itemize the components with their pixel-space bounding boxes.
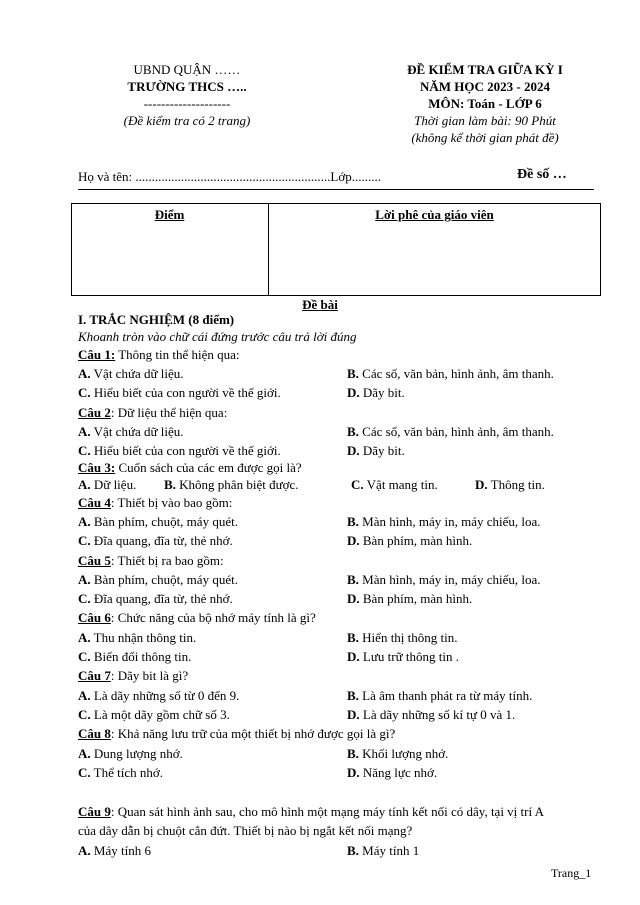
question-8: Câu 8: Khả năng lưu trữ của một thiết bị nhớ được gọi là gì? <box>78 726 396 741</box>
exam-code: Đề số … <box>517 167 567 182</box>
q7-option-b[interactable]: B. Là âm thanh phát ra từ máy tính. <box>347 688 533 703</box>
q9-option-b[interactable]: B. Máy tính 1 <box>347 843 420 858</box>
q8-option-a[interactable]: A. Dung lượng nhớ. <box>78 746 183 761</box>
q4-option-d[interactable]: D. Bàn phím, màn hình. <box>347 533 473 548</box>
question-label: Câu 3: <box>78 460 116 475</box>
q6-option-d[interactable]: D. Lưu trữ thông tin . <box>347 649 459 664</box>
exam-title: ĐỀ KIỂM TRA GIỮA KỲ I <box>407 62 563 77</box>
question-label: Câu 9 <box>78 804 111 819</box>
subject-grade: MÔN: Toán - LỚP 6 <box>428 96 542 111</box>
duration-note: (không kể thời gian phát đề) <box>411 130 559 145</box>
q5-option-b[interactable]: B. Màn hình, máy in, máy chiếu, loa. <box>347 572 541 587</box>
q8-option-d[interactable]: D. Năng lực nhớ. <box>347 765 438 780</box>
q1-option-d[interactable]: D. Dãy bit. <box>347 385 405 400</box>
q7-option-c[interactable]: C. Là một dãy gồm chữ số 3. <box>78 707 230 722</box>
q3-option-b[interactable]: B. Không phân biệt được. <box>164 477 299 492</box>
question-3: Câu 3: Cuốn sách của các em được gọi là? <box>78 460 302 475</box>
question-label: Câu 6 <box>78 610 111 625</box>
page-number: Trang_1 <box>551 866 592 880</box>
q5-option-d[interactable]: D. Bàn phím, màn hình. <box>347 591 473 606</box>
q9-option-a[interactable]: A. Máy tính 6 <box>78 843 151 858</box>
q4-option-a[interactable]: A. Bàn phím, chuột, máy quét. <box>78 514 238 529</box>
q6-option-a[interactable]: A. Thu nhận thông tin. <box>78 630 197 645</box>
q8-option-b[interactable]: B. Khối lượng nhớ. <box>347 746 449 761</box>
school-year: NĂM HỌC 2023 - 2024 <box>420 79 550 94</box>
part1-title: I. TRẮC NGHIỆM (8 điểm) <box>78 312 235 327</box>
q5-option-a[interactable]: A. Bàn phím, chuột, máy quét. <box>78 572 238 587</box>
question-2: Câu 2: Dữ liệu thể hiện qua: <box>78 405 228 420</box>
q1-option-a[interactable]: A. Vật chứa dữ liệu. <box>78 366 184 381</box>
question-6: Câu 6: Chức năng của bộ nhớ máy tính là gì? <box>78 610 316 625</box>
student-info-line[interactable]: Họ và tên: ............................................................Lớp......... <box>78 169 381 184</box>
q3-option-c[interactable]: C. Vật mang tin. <box>351 477 438 492</box>
header-divider: -------------------- <box>143 96 231 111</box>
district-name: UBND QUẬN …… <box>133 62 241 77</box>
q4-option-b[interactable]: B. Màn hình, máy in, máy chiếu, loa. <box>347 514 541 529</box>
q2-option-d[interactable]: D. Dãy bit. <box>347 443 405 458</box>
question-5: Câu 5: Thiết bị ra bao gồm: <box>78 553 224 568</box>
question-label: Câu 1: <box>78 347 116 362</box>
question-1: Câu 1: Thông tin thể hiện qua: <box>78 347 240 362</box>
teacher-comment-header: Lời phê của giáo viên <box>375 207 494 222</box>
q2-option-b[interactable]: B. Các số, văn bản, hình ảnh, âm thanh. <box>347 424 554 439</box>
header-right <box>360 61 610 146</box>
q3-option-d[interactable]: D. Thông tin. <box>475 477 545 492</box>
question-4: Câu 4: Thiết bị vào bao gồm: <box>78 495 233 510</box>
question-9: Câu 9: Quan sát hình ảnh sau, cho mô hình một mạng máy tính kết nối có dây, tại vị trí A <box>78 804 545 819</box>
school-name: TRƯỜNG THCS ….. <box>127 79 247 94</box>
page-count-note: (Đề kiểm tra có 2 trang) <box>123 113 251 128</box>
q2-option-a[interactable]: A. Vật chứa dữ liệu. <box>78 424 184 439</box>
question-9-continued: của dây dẫn bị chuột cắn đứt. Thiết bị nào bị ngắt kết nối mạng? <box>78 823 413 838</box>
question-label: Câu 2 <box>78 405 111 420</box>
q6-option-c[interactable]: C. Biến đổi thông tin. <box>78 649 192 664</box>
header-left <box>92 61 282 129</box>
q1-option-c[interactable]: C. Hiểu biết của con người về thế giới. <box>78 385 281 400</box>
section-title: Đề bài <box>302 297 338 312</box>
q1-option-b[interactable]: B. Các số, văn bản, hình ảnh, âm thanh. <box>347 366 554 381</box>
q3-option-a[interactable]: A. Dữ liệu. <box>78 477 137 492</box>
q8-option-c[interactable]: C. Thể tích nhớ. <box>78 765 163 780</box>
question-label: Câu 8 <box>78 726 111 741</box>
q7-option-d[interactable]: D. Là dãy những số kí tự 0 và 1. <box>347 707 516 722</box>
q6-option-b[interactable]: B. Hiển thị thông tin. <box>347 630 458 645</box>
q7-option-a[interactable]: A. Là dãy những số từ 0 đến 9. <box>78 688 240 703</box>
part1-instruction: Khoanh tròn vào chữ cái đứng trước câu trả lời đúng <box>78 329 357 344</box>
question-label: Câu 7 <box>78 668 111 683</box>
question-7: Câu 7: Dãy bit là gì? <box>78 668 189 683</box>
student-line-rule <box>78 189 594 190</box>
question-label: Câu 4 <box>78 495 111 510</box>
question-label: Câu 5 <box>78 553 111 568</box>
q4-option-c[interactable]: C. Đĩa quang, đĩa từ, thẻ nhớ. <box>78 533 233 548</box>
q2-option-c[interactable]: C. Hiểu biết của con người về thế giới. <box>78 443 281 458</box>
q5-option-c[interactable]: C. Đĩa quang, đĩa từ, thẻ nhớ. <box>78 591 233 606</box>
score-column-header: Điểm <box>154 207 185 222</box>
exam-duration: Thời gian làm bài: 90 Phút <box>414 113 556 128</box>
